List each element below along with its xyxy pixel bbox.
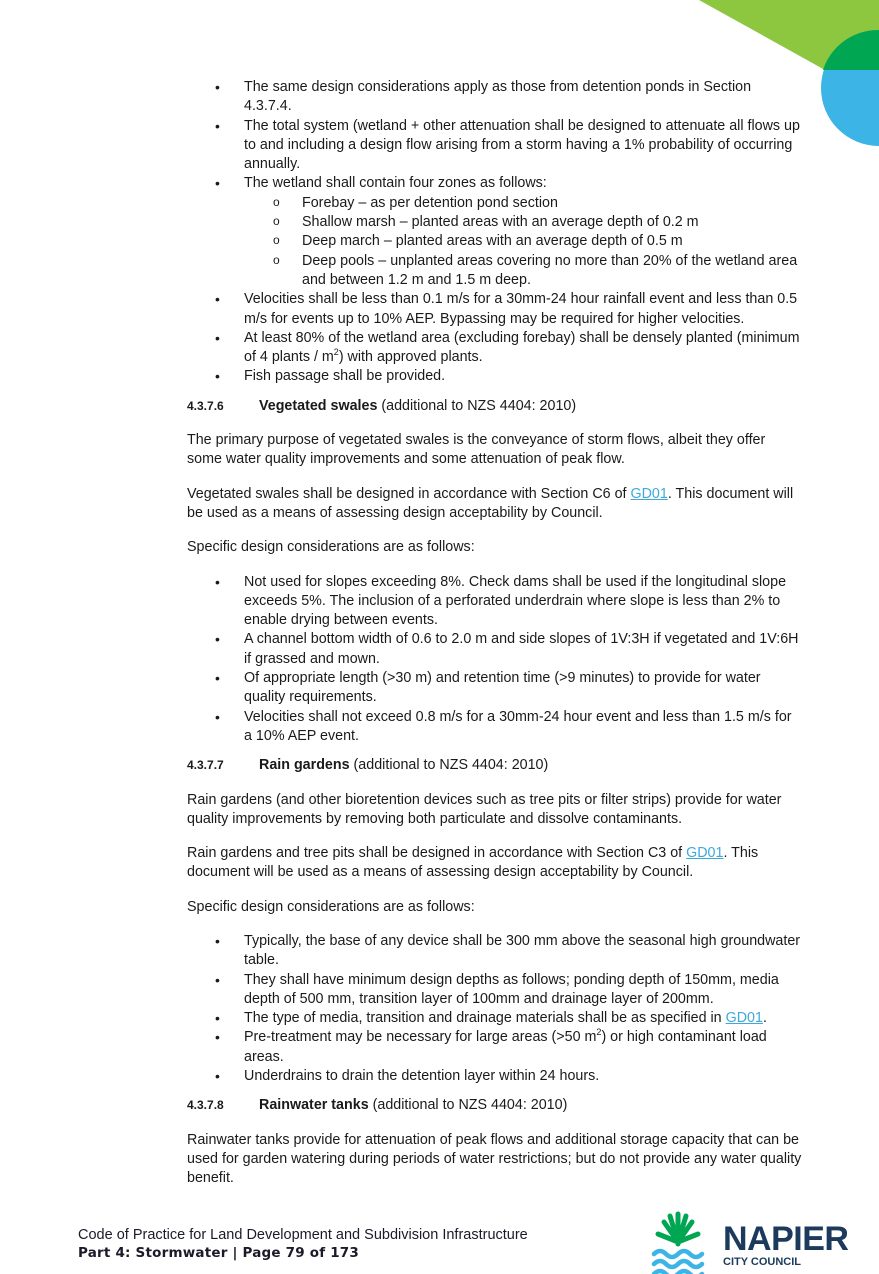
zones-intro: The wetland shall contain four zones as follows: xyxy=(244,175,547,192)
footer-page-info: Part 4: Stormwater | Page 79 of 173 xyxy=(78,1245,359,1261)
list-item: • Typically, the base of any device shall be 300 mm above the seasonal high groundwater table. xyxy=(187,932,802,971)
section-title: Vegetated swales xyxy=(259,397,378,414)
logo-subtitle: CITY COUNCIL xyxy=(723,1256,802,1268)
paragraph: Rain gardens and tree pits shall be designed in accordance with Section C3 of GD01. This document will be used as a means of assessing design acceptability by Council. xyxy=(187,845,759,881)
list-item: • Of appropriate length (>30 m) and retention time (>9 minutes) to provide for water quality requirements. xyxy=(187,669,802,708)
list-item: • Velocities shall be less than 0.1 m/s for a 30mm-24 hour rainfall event and less than 0.5 m/s for events up to 10% AEP. Bypassing may be required for higher velocities. xyxy=(187,290,802,329)
footer-document-title: Code of Practice for Land Development and Subdivision Infrastructure xyxy=(78,1227,528,1243)
list-item: • Pre-treatment may be necessary for large areas (>50 $m^2$) or high contaminant load areas. xyxy=(187,1028,802,1067)
list-item: o Shallow marsh – planted areas with an average depth of 0.2 m xyxy=(244,213,802,232)
logo-name: NAPIER xyxy=(723,1220,849,1258)
gd01-link[interactable]: GD01 xyxy=(630,485,668,502)
paragraph: Rainwater tanks provide for attenuation of peak flows and additional storage capacity that can be used for garden watering during periods of water restrictions; but do not provide any water quality benefit. xyxy=(187,1131,802,1187)
list-item: o Forebay – as per detention pond section xyxy=(244,194,802,213)
list-item: • Fish passage shall be provided. xyxy=(187,367,802,386)
section-number: 4.3.7.8 xyxy=(187,1098,224,1113)
paragraph: The primary purpose of vegetated swales is the conveyance of storm flows, albeit they offer some water quality improvements and some attenuation of peak flow. xyxy=(187,432,766,468)
list-item: • They shall have minimum design depths as follows; ponding depth of 150mm, media depth of 500 mm, transition layer of 100mm and drainage layer of 200mm. xyxy=(187,971,802,1010)
paragraph: Specific design considerations are as follows: xyxy=(187,898,475,915)
list-item: • At least 80% of the wetland area (excluding forebay) shall be densely planted (minimum of 4 plants / $m^2$) with approved plants. xyxy=(187,329,802,368)
gd01-link[interactable]: GD01 xyxy=(725,1010,763,1027)
section-heading-4-3-7-7: 4.3.7.7 Rain gardens (additional to NZS 4404: 2010) xyxy=(187,756,802,775)
list-item: • Not used for slopes exceeding 8%. Check dams shall be used if the longitudinal slope exceeds 5%. The inclusion of a perforated underdrain where slope is less than 2% to enable drying between events. xyxy=(187,573,802,631)
section-number: 4.3.7.6 xyxy=(187,398,224,413)
paragraph: Rain gardens (and other bioretention devices such as tree pits or filter strips) provide for water quality improvements by removing both particulate and dissolve contaminants. xyxy=(187,791,782,827)
list-item: • The type of media, transition and drainage materials shall be as specified in GD01. xyxy=(187,1009,802,1028)
rain-garden-bullet-list xyxy=(187,932,802,1086)
page-footer xyxy=(78,1226,528,1262)
section-heading-4-3-7-6: 4.3.7.6 Vegetated swales (additional to NZS 4404: 2010) xyxy=(187,397,802,416)
list-item xyxy=(187,174,802,290)
list-item: • Underdrains to drain the detention layer within 24 hours. xyxy=(187,1067,802,1086)
list-item: o Deep march – planted areas with an average depth of 0.5 m xyxy=(244,232,802,251)
list-item: • Velocities shall not exceed 0.8 m/s for a 30mm-24 hour event and less than 1.5 m/s for a 10% AEP event. xyxy=(187,708,802,747)
section-heading-4-3-7-8: 4.3.7.8 Rainwater tanks (additional to NZS 4404: 2010) xyxy=(187,1096,802,1115)
list-item: o Deep pools – unplanted areas covering no more than 20% of the wetland area and between 1.2 m and 1.5 m deep. xyxy=(244,252,802,291)
page-content xyxy=(187,78,802,1204)
section-number: 4.3.7.7 xyxy=(187,758,224,773)
section-title: Rainwater tanks xyxy=(259,1097,369,1114)
swale-bullet-list xyxy=(187,573,802,747)
list-item: • The total system (wetland + other attenuation shall be designed to attenuate all flows up to and including a design flow arising from a storm having a 1% probability of occurring annually. xyxy=(187,117,802,175)
section-title: Rain gardens xyxy=(259,757,350,774)
list-item: • A channel bottom width of 0.6 to 2.0 m and side slopes of 1V:3H if vegetated and 1V:6H if grassed and mown. xyxy=(187,630,802,669)
paragraph: Vegetated swales shall be designed in accordance with Section C6 of GD01. This document will be used as a means of assessing design acceptability by Council. xyxy=(187,485,794,521)
gd01-link[interactable]: GD01 xyxy=(686,845,724,862)
paragraph: Specific design considerations are as follows: xyxy=(187,539,475,556)
zones-sublist xyxy=(244,194,802,290)
list-item: • The same design considerations apply as those from detention ponds in Section 4.3.7.4. xyxy=(187,78,802,117)
wetland-bullet-list xyxy=(187,78,802,387)
napier-logo xyxy=(723,1222,848,1269)
